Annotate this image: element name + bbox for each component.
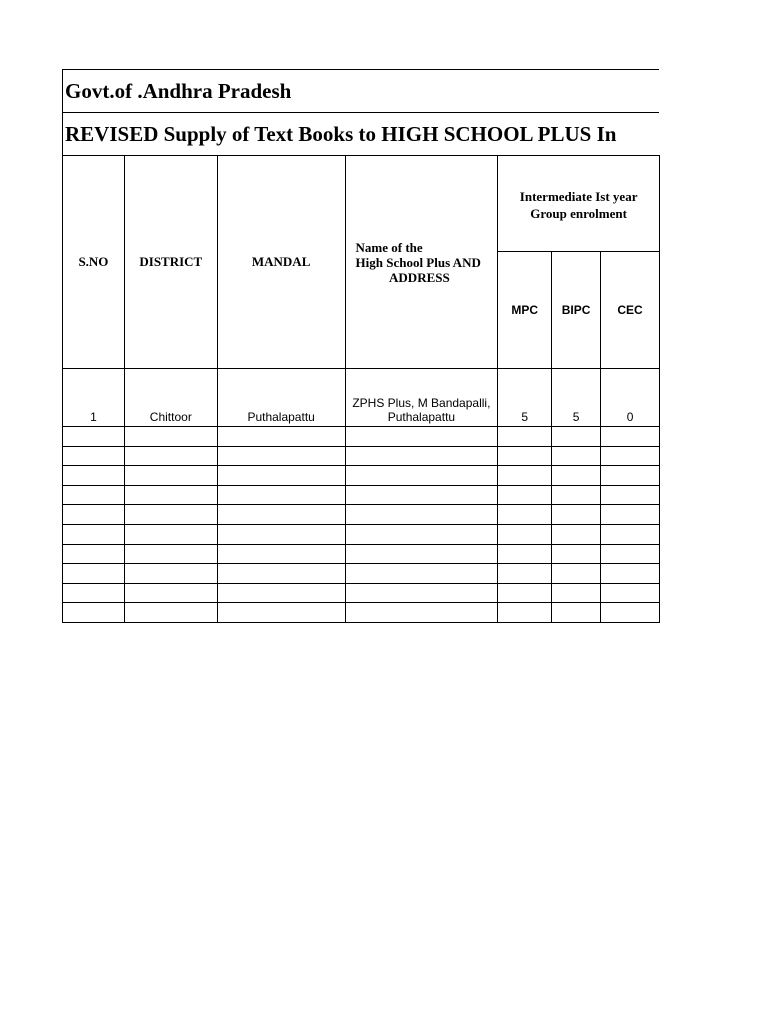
empty-cell bbox=[124, 524, 217, 544]
header-bipc: BIPC bbox=[552, 252, 601, 369]
empty-cell bbox=[498, 524, 552, 544]
empty-row bbox=[63, 583, 660, 603]
empty-cell bbox=[552, 505, 601, 525]
cell-school-line1: ZPHS Plus, M Bandapalli, bbox=[352, 396, 491, 410]
empty-cell bbox=[63, 564, 125, 584]
empty-cell bbox=[124, 603, 217, 623]
empty-cell bbox=[345, 505, 498, 525]
empty-cell bbox=[63, 427, 125, 447]
empty-cell bbox=[498, 544, 552, 564]
empty-cell bbox=[498, 485, 552, 505]
textbook-supply-table bbox=[62, 155, 660, 623]
empty-cell bbox=[552, 485, 601, 505]
empty-cell bbox=[601, 466, 660, 486]
empty-cell bbox=[345, 583, 498, 603]
empty-cell bbox=[552, 564, 601, 584]
empty-row bbox=[63, 505, 660, 525]
empty-cell bbox=[601, 544, 660, 564]
empty-cell bbox=[345, 524, 498, 544]
empty-cell bbox=[63, 603, 125, 623]
cell-mandal: Puthalapattu bbox=[217, 369, 345, 427]
header-group-enrolment bbox=[498, 156, 660, 252]
empty-cell bbox=[124, 466, 217, 486]
empty-row bbox=[63, 603, 660, 623]
empty-cell bbox=[124, 446, 217, 466]
empty-cell bbox=[217, 524, 345, 544]
header-school-name-line2: High School Plus AND bbox=[355, 254, 481, 270]
empty-row bbox=[63, 485, 660, 505]
cell-bipc: 5 bbox=[552, 369, 601, 427]
empty-cell bbox=[498, 603, 552, 623]
empty-cell bbox=[345, 427, 498, 447]
header-school-name bbox=[345, 156, 498, 369]
empty-cell bbox=[601, 446, 660, 466]
empty-row bbox=[63, 524, 660, 544]
empty-cell bbox=[124, 505, 217, 525]
empty-row bbox=[63, 544, 660, 564]
empty-cell bbox=[601, 583, 660, 603]
empty-cell bbox=[345, 544, 498, 564]
empty-row bbox=[63, 564, 660, 584]
empty-cell bbox=[217, 505, 345, 525]
empty-cell bbox=[552, 466, 601, 486]
empty-cell bbox=[345, 603, 498, 623]
empty-cell bbox=[217, 466, 345, 486]
cell-school-line2: Puthalapattu bbox=[387, 410, 456, 424]
empty-cell bbox=[63, 583, 125, 603]
empty-cell bbox=[217, 427, 345, 447]
empty-cell bbox=[124, 544, 217, 564]
empty-cell bbox=[63, 466, 125, 486]
empty-cell bbox=[552, 603, 601, 623]
empty-cell bbox=[498, 446, 552, 466]
empty-cell bbox=[345, 466, 498, 486]
cell-cec: 0 bbox=[601, 369, 660, 427]
empty-cell bbox=[63, 446, 125, 466]
empty-cell bbox=[63, 485, 125, 505]
empty-cell bbox=[498, 466, 552, 486]
header-school-name-line3: ADDRESS bbox=[389, 269, 450, 285]
empty-cell bbox=[601, 427, 660, 447]
table-row bbox=[63, 369, 660, 427]
empty-cell bbox=[345, 446, 498, 466]
cell-sno: 1 bbox=[63, 369, 125, 427]
empty-row bbox=[63, 466, 660, 486]
empty-cell bbox=[498, 505, 552, 525]
header-district: DISTRICT bbox=[124, 156, 217, 369]
empty-cell bbox=[601, 564, 660, 584]
empty-row bbox=[63, 446, 660, 466]
empty-cell bbox=[601, 524, 660, 544]
empty-cell bbox=[124, 583, 217, 603]
header-group-line2: Group enrolment bbox=[530, 205, 627, 221]
empty-cell bbox=[498, 583, 552, 603]
empty-cell bbox=[601, 485, 660, 505]
empty-cell bbox=[552, 544, 601, 564]
cell-district: Chittoor bbox=[124, 369, 217, 427]
header-group-line1: Intermediate Ist year bbox=[519, 188, 638, 204]
empty-cell bbox=[217, 544, 345, 564]
empty-cell bbox=[552, 524, 601, 544]
empty-cell bbox=[63, 524, 125, 544]
header-cec: CEC bbox=[601, 252, 660, 369]
empty-cell bbox=[601, 603, 660, 623]
empty-cell bbox=[498, 427, 552, 447]
empty-cell bbox=[124, 485, 217, 505]
empty-cell bbox=[63, 505, 125, 525]
empty-cell bbox=[345, 564, 498, 584]
empty-cell bbox=[498, 564, 552, 584]
empty-cell bbox=[63, 544, 125, 564]
header-sno: S.NO bbox=[63, 156, 125, 369]
empty-cell bbox=[601, 505, 660, 525]
empty-cell bbox=[552, 446, 601, 466]
govt-title: Govt.of .Andhra Pradesh bbox=[62, 69, 659, 112]
empty-cell bbox=[552, 427, 601, 447]
empty-cell bbox=[217, 564, 345, 584]
empty-cell bbox=[217, 446, 345, 466]
header-mpc: MPC bbox=[498, 252, 552, 369]
header-school-name-line1: Name of the bbox=[355, 239, 423, 255]
page-title: REVISED Supply of Text Books to HIGH SCHOOL PLUS In bbox=[62, 112, 659, 155]
header-mandal: MANDAL bbox=[217, 156, 345, 369]
empty-cell bbox=[217, 485, 345, 505]
cell-school bbox=[345, 369, 498, 427]
empty-cell bbox=[217, 583, 345, 603]
empty-cell bbox=[124, 427, 217, 447]
empty-cell bbox=[345, 485, 498, 505]
empty-row bbox=[63, 427, 660, 447]
empty-cell bbox=[217, 603, 345, 623]
cell-mpc: 5 bbox=[498, 369, 552, 427]
empty-cell bbox=[124, 564, 217, 584]
empty-cell bbox=[552, 583, 601, 603]
